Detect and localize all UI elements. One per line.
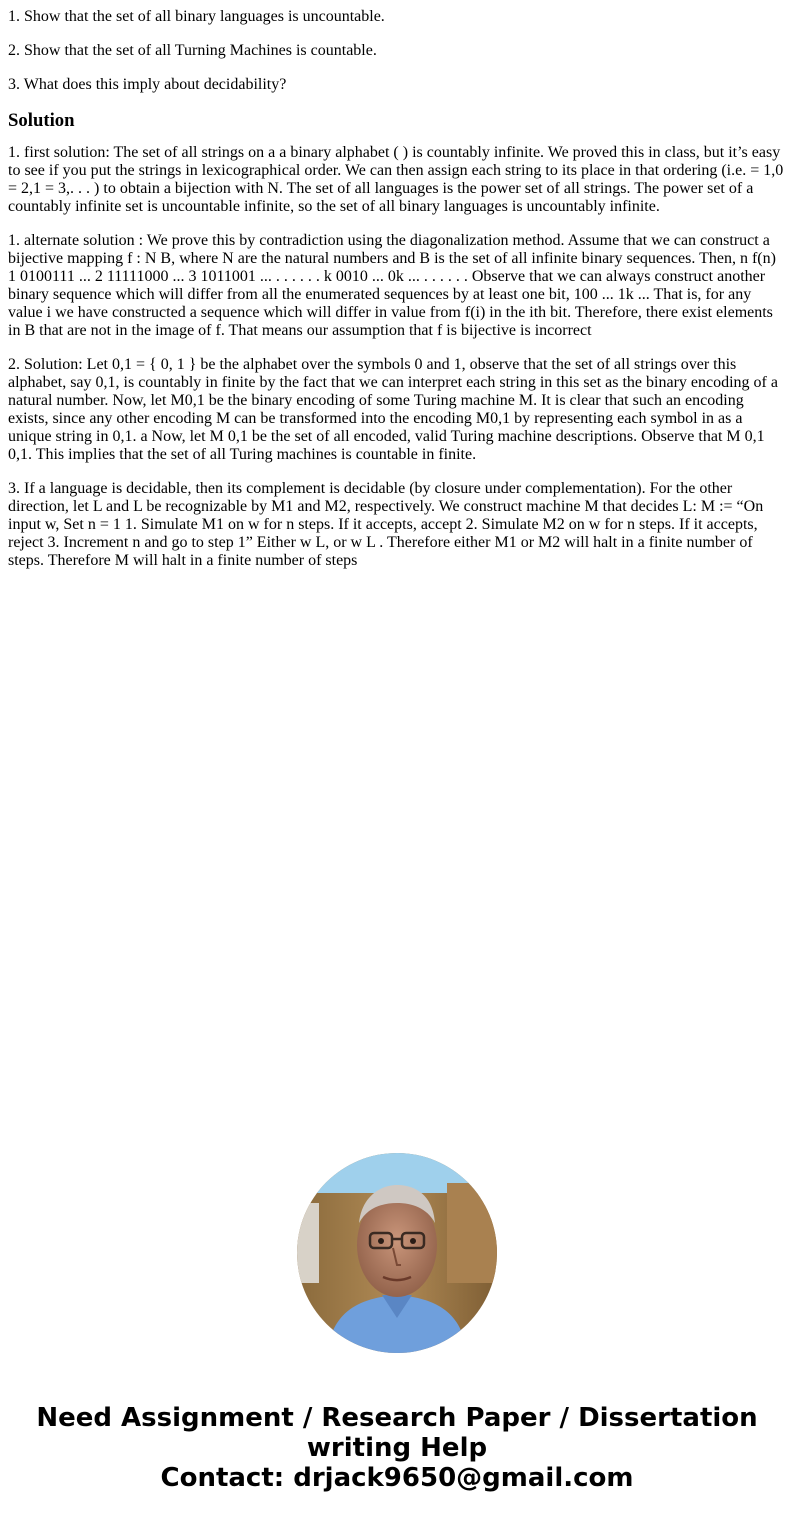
footer-contact: Contact: drjack9650@gmail.com	[160, 1463, 634, 1493]
portrait-image	[297, 1153, 497, 1353]
answer-2: 2. Solution: Let 0,1 = { 0, 1 } be the alphabet over the symbols 0 and 1, observe that the set of all strings over this alphabet, say 0,1, is countably in finite by the fact that we can interpret each string in this set as the binary encoding of a natural number. Now, let M0,1 be the binary encoding of some Turing machine M. It is clear that such an encoding exists, since any other encoding M can be transformed into the encoding M0,1 by representing each symbol in as a unique string in 0,1. a Now, let M 0,1 be the set of all encoded, valid Turing machine descriptions. Observe that M 0,1 0,1. This implies that the set of all Turing machines is countable in finite.	[8, 356, 778, 463]
footer-line-2: writing Help	[306, 1433, 488, 1463]
footer-line-1: Need Assignment / Research Paper / Dissertation	[36, 1403, 758, 1433]
promo-footer	[0, 1403, 794, 1493]
question-3: 3. What does this imply about decidability?	[8, 76, 287, 93]
solution-heading: Solution	[8, 110, 75, 131]
document-body	[8, 0, 786, 586]
answer-1-first: 1. first solution: The set of all strings on a a binary alphabet ( ) is countably infinite. We proved this in class, but it’s easy to see if you put the strings in lexicographical order. We can then assign each string to its place in that ordering (i.e. = 1,0 = 2,1 = 3,. . . ) to obtain a bijection with N. The set of all languages is the power set of all strings. The power set of a countably infinite set is uncountable infinite, so the set of all binary languages is uncountably infinite.	[8, 144, 784, 215]
question-2: 2. Show that the set of all Turning Machines is countable.	[8, 42, 377, 59]
answer-1-alternate: 1. alternate solution : We prove this by contradiction using the diagonalization method. Assume that we can construct a bijective mapping f : N B, where N are the natural numbers and B is the set of all infinite binary sequences. Then, n f(n) 1 0100111 ... 2 11111000 ... 3 1011001 ... . . . . . . k 0010 ... 0k ... . . . . . . Observe that we can always construct another binary sequence which will differ from all the enumerated sequences by at least one bit, 100 ... 1k ... That is, for any value i we have constructed a sequence which will differ in value from f(i) in the ith bit. Therefore, there exist elements in B that are not in the image of f. That means our assumption that f is bijective is incorrect	[8, 232, 776, 339]
question-1: 1. Show that the set of all binary languages is uncountable.	[8, 8, 385, 25]
author-avatar	[297, 1153, 497, 1353]
answer-3: 3. If a language is decidable, then its complement is decidable (by closure under complementation). For the other direction, let L and L be recognizable by M1 and M2, respectively. We construct machine M that decides L: M := “On input w, Set n = 1 1. Simulate M1 on w for n steps. If it accepts, accept 2. Simulate M2 on w for n steps. If it accepts, reject 3. Increment n and go to step 1” Either w L, or w L . Therefore either M1 or M2 will halt in a finite number of steps. Therefore M will halt in a finite number of steps	[8, 480, 764, 569]
